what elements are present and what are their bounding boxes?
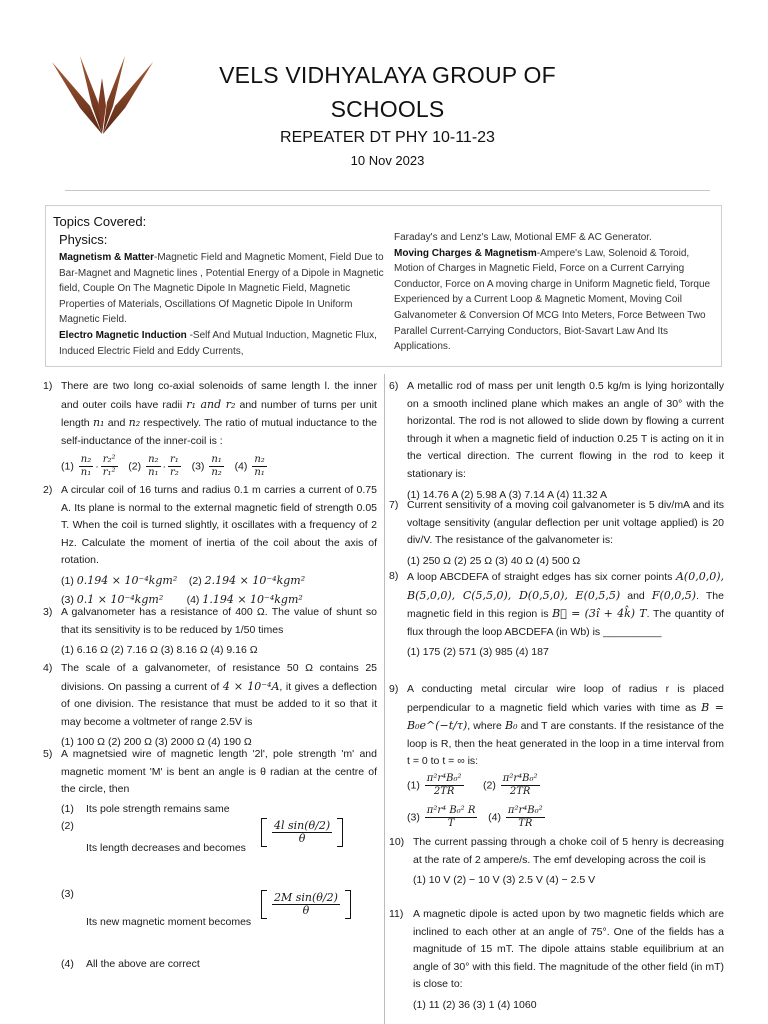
- sub-options: [61, 801, 377, 974]
- topics-heading: Topics Covered:: [53, 214, 147, 229]
- question-10: [389, 834, 724, 890]
- question-5: [43, 746, 377, 974]
- question-number: 5): [43, 748, 53, 760]
- question-options: (1) 10 V (2) − 10 V (3) 2.5 V (4) − 2.5 V: [413, 874, 596, 887]
- column-divider: [384, 374, 385, 1024]
- question-8: [389, 568, 725, 662]
- topic-text: -Self And Mutual Induction, Magnetic Flux, Induced Electric Field and Eddy Currents,: [59, 329, 377, 357]
- question-text: Current sensitivity of a moving coil galvanometer is 5 div/mA and its voltage sensitivity (angular deflection per unit voltage applied) is 20 div/V. The resistance of the galvanometer is:: [407, 499, 724, 547]
- question-number: 2): [43, 484, 53, 496]
- question-2: [43, 482, 377, 609]
- question-3: [43, 604, 377, 660]
- question-options: (1) $\frac{\text{n₂}}{\text{n₁}}$ · $\frac{\text{r₂²}}{\text{r₁²}}$ (2) $\frac{\text{n₂}}{\text{n₁}}$ · $\frac{\text{r₁}}{\text{r₂}}$ (3) $\frac{\text{n₁}}{\text{n₂}}$ (4) $\frac{\text{n₂}}{\text{n₁}}$: [61, 454, 265, 479]
- question-number: 7): [389, 499, 399, 511]
- question-options: (1) 175 (2) 571 (3) 985 (4) 187: [407, 646, 549, 659]
- question-text: A metallic rod of mass per unit length 0.5 kg/m is lying horizontally on a smooth inclined plane which makes an angle of 30° with the horizontal. The rod is not allowed to slide down by flowing a current through it when a magnetic field of induction 0.25 T is acting on it in the vertical direction. The current flowing in the rod to keep it stationary is:: [407, 380, 724, 480]
- sub-option: (1) Its pole strength remains same: [61, 802, 230, 815]
- test-title: REPEATER DT PHY 10-11-23: [280, 129, 495, 146]
- question-options: (1) 11 (2) 36 (3) 1 (4) 1060: [413, 998, 537, 1011]
- sub-option: (2) Its length decreases and becomes $\frac{\text{4l sin(θ/2)}}{\theta}$: [61, 818, 377, 880]
- question-options: (1) 250 Ω (2) 25 Ω (3) 40 Ω (4) 500 Ω: [407, 554, 581, 567]
- test-date: 10 Nov 2023: [350, 153, 425, 168]
- question-text: A galvanometer has a resistance of 400 Ω. The value of shunt so that its sensitivity is to be reduced by 1/50 times: [61, 606, 377, 636]
- question-number: 8): [389, 570, 399, 582]
- question-1: [43, 378, 378, 479]
- sub-option: (4) All the above are correct: [61, 958, 200, 971]
- topic-text: Faraday's and Lenz's Law, Motional EMF & AC Generator.: [394, 232, 652, 243]
- question-text: A magnetic dipole is acted upon by two magnetic fields which are inclined to each other at an angle of 75°. One of the fields has a magnitude of 15 mT. The dipole attains stable equilibrium at an angle of 30° with this field. The magnitude of the other field (in mT) is close to:: [413, 908, 724, 991]
- question-options: (1) 6.16 Ω (2) 7.16 Ω (3) 8.16 Ω (4) 9.16 Ω: [61, 644, 258, 657]
- question-text: The current passing through a choke coil of 5 henry is decreasing at the rate of 2 ampere/s. The emf developing across the coil is: [413, 836, 724, 866]
- topic-title: Magnetism & Matter: [59, 252, 155, 263]
- question-11: [389, 906, 724, 1015]
- school-logo: [50, 56, 155, 136]
- question-options: (1) 14.76 A (2) 5.98 A (3) 7.14 A (4) 11.32 A: [407, 488, 608, 501]
- topic-text: -Ampere's Law, Solenoid & Toroid, Motion of Charges in Magnetic Field, Force on a Current Carrying Conductor, Force on A moving charge in Uniform Magnetic field, Torque Experienced by a Current Loop & Magnetic Moment, Moving Coil Galvanometer & Conversion Of MCG Into Meters, Force Between Two Parallel Current-Carrying Conductors, Biot-Savart Law And Its Applications.: [394, 247, 711, 353]
- header-divider: [65, 190, 710, 191]
- question-text: A loop ABCDEFA of straight edges has six corner points A(0,0,0), B(5,0,0), C(5,5,0), D(0,5,0), E(0,5,5) and F(0,0,5). The magnetic field in this region is B⃗ = (3î + 4k̂) T. The quantity of flux through the loop ABCDEFA (in Wb) is __________: [407, 570, 725, 638]
- topic-title: Moving Charges & Magnetism: [394, 247, 537, 259]
- topics-right-column: [394, 230, 719, 355]
- topics-box: [45, 205, 722, 367]
- question-4: [43, 660, 377, 752]
- question-text: A circular coil of 16 turns and radius 0.1 m carries a current of 0.75 A. Its plane is normal to the external magnetic field of strength 0.05 T. When the coil is turned slightly, it oscillates with a frequency of 2 Hz. Calculate the moment of inertia of the coil about the axis of rotation.: [61, 484, 377, 567]
- question-number: 1): [43, 380, 53, 392]
- question-6: [389, 378, 724, 504]
- topic-text: -Magnetic Field and Magnetic Moment, Field Due to Bar-Magnet and Magnetic lines , Potential Energy of a Dipole in Magnetic field, Couple On The Magnetic Dipole In Magnetic Field, Magnetic Properties of Materials, Oscillations Of Magnetic Dipole In Uniform Magnetic Field.: [59, 252, 384, 326]
- question-text: A conducting metal circular wire loop of radius r is placed perpendicular to a magnetic field which varies with time as B = B₀e^(−t/τ), where B₀ and T are constants. If the resistance of the loop is R, then the heat generated in the loop in a time interval from t = 0 to t = ∞ is:: [407, 683, 724, 768]
- school-title: VELS VIDHYALAYA GROUP OF SCHOOLS: [219, 62, 556, 122]
- question-text: The scale of a galvanometer, of resistance 50 Ω contains 25 divisions. On passing a current of 4 × 10⁻⁴A, it gives a deflection of one division. The resistance that must be added to it so that it may become a voltmeter of range 2.5V is: [61, 662, 377, 728]
- question-number: 9): [389, 683, 399, 695]
- subject-label: Physics:: [59, 232, 108, 247]
- question-number: 4): [43, 662, 53, 674]
- sub-option: (3) Its new magnetic moment becomes $\frac{\text{2M sin(θ/2)}}{\theta}$: [61, 886, 377, 956]
- question-options: (1) 0.194 × 10⁻⁴kgm² (2) 2.194 × 10⁻⁴kgm² (3) 0.1 × 10⁻⁴kgm² (4) 1.194 × 10⁻⁴kgm²: [61, 573, 306, 606]
- question-7: [389, 497, 724, 570]
- question-text: There are two long co-axial solenoids of same length l. the inner and outer coils have radii r₁ and r₂ and number of turns per unit length n₁ and n₂ respectively. The ratio of mutual inductance to the self-inductance of the inner-coil is :: [61, 380, 378, 447]
- question-number: 11): [389, 908, 404, 920]
- question-options: (1) $\frac{\text{π²r⁴B₀²}}{2TR}$ (2) $\frac{\text{π²r⁴B₀²}}{2TR}$ (3) $\frac{\text{π²r⁴ B₀² R}}{T}$ (4) $\frac{\text{π²r⁴B₀²}}{TR}$: [407, 772, 543, 829]
- topic-title: Electro Magnetic Induction: [59, 329, 187, 341]
- question-9: [389, 681, 724, 837]
- question-number: 3): [43, 606, 53, 618]
- question-number: 6): [389, 380, 399, 392]
- question-text: A magnetsied wire of magnetic length '2l', pole strength 'm' and magnetic moment 'M' is bent an angle is θ radian at the centre of the circle, then: [61, 748, 377, 796]
- question-options: (1) 100 Ω (2) 200 Ω (3) 2000 Ω (4) 190 Ω: [61, 736, 252, 749]
- question-number: 10): [389, 836, 405, 848]
- topics-left-column: [59, 250, 384, 359]
